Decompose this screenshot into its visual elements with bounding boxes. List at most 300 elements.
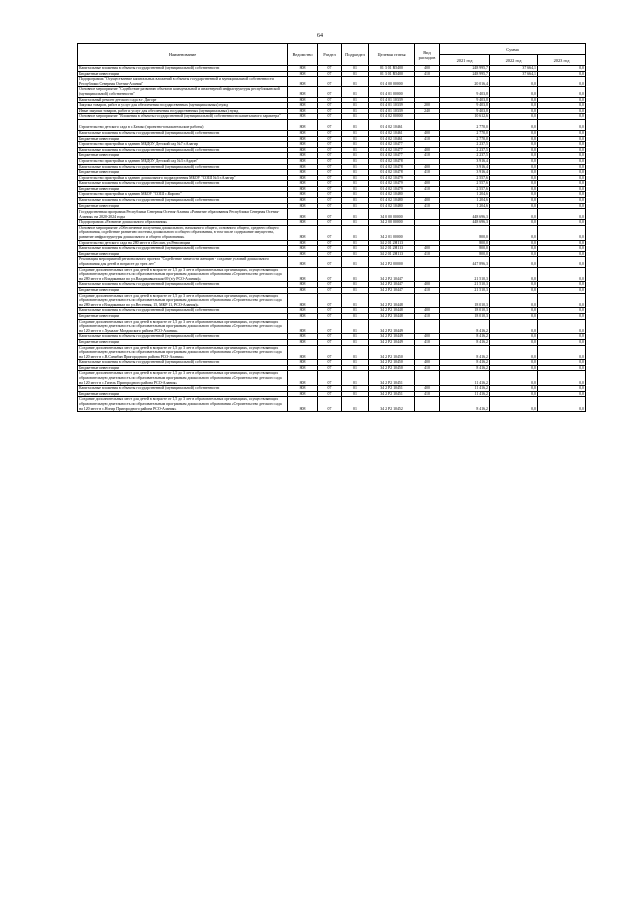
cell-2022: 0,0 xyxy=(490,103,538,109)
cell-2021: 3 916,4 xyxy=(440,158,490,164)
cell-razdel: 07 xyxy=(318,108,342,114)
cell-ved: 808 xyxy=(288,147,318,153)
cell-ved: 808 xyxy=(288,386,318,392)
cell-2021: 2 770,0 xyxy=(440,136,490,142)
cell-2023: 0,0 xyxy=(538,240,586,246)
cell-podrazdel: 01 xyxy=(342,66,369,72)
cell-2022: 0,0 xyxy=(490,108,538,114)
cell-cs: 01 4 02 10461 xyxy=(369,119,415,130)
row-name: Бюджетные инвестиции xyxy=(78,365,288,371)
cell-2021: 3 916,4 xyxy=(440,164,490,170)
cell-2021: 3 916,4 xyxy=(440,170,490,176)
cell-2022: 0,0 xyxy=(490,397,538,412)
cell-vr: 400 xyxy=(415,282,440,288)
cell-2022: 0,0 xyxy=(490,334,538,340)
cell-razdel: 07 xyxy=(318,287,342,293)
cell-podrazdel: 01 xyxy=(342,282,369,288)
cell-2021: 2 770,0 xyxy=(440,119,490,130)
cell-2023: 0,0 xyxy=(538,282,586,288)
cell-razdel: 07 xyxy=(318,339,342,345)
cell-razdel: 07 xyxy=(318,308,342,314)
cell-2021: 1 204,6 xyxy=(440,192,490,198)
cell-razdel: 07 xyxy=(318,251,342,257)
cell-vr: 410 xyxy=(415,170,440,176)
cell-razdel: 07 xyxy=(318,136,342,142)
cell-vr xyxy=(415,77,440,87)
row-name: Подпрограмма «Развитие дошкольного образования» xyxy=(78,220,288,226)
cell-podrazdel: 01 xyxy=(342,287,369,293)
cell-2022: 0,0 xyxy=(490,220,538,226)
cell-cs: 01 4 00 00000 xyxy=(369,77,415,87)
cell-2021: 8 416,2 xyxy=(440,345,490,360)
cell-podrazdel: 01 xyxy=(342,77,369,87)
cell-2023: 0,0 xyxy=(538,130,586,136)
cell-ved: 808 xyxy=(288,257,318,267)
cell-vr xyxy=(415,209,440,220)
cell-razdel: 07 xyxy=(318,282,342,288)
cell-podrazdel: 01 xyxy=(342,365,369,371)
cell-podrazdel: 01 xyxy=(342,97,369,103)
cell-2023: 0,0 xyxy=(538,308,586,314)
header-summa: Сумма xyxy=(440,44,586,55)
cell-podrazdel: 01 xyxy=(342,251,369,257)
cell-2022: 0,0 xyxy=(490,181,538,187)
cell-ved: 808 xyxy=(288,97,318,103)
cell-cs: 01 4 02 10477 xyxy=(369,142,415,148)
cell-vr: 410 xyxy=(415,71,440,77)
cell-cs: 34 2 01 2Н113 xyxy=(369,240,415,246)
cell-2021: 800,0 xyxy=(440,240,490,246)
cell-podrazdel: 01 xyxy=(342,267,369,282)
cell-vr: 410 xyxy=(415,391,440,397)
cell-ved: 808 xyxy=(288,164,318,170)
cell-2021: 800,0 xyxy=(440,251,490,257)
cell-cs: 34 0 00 00000 xyxy=(369,209,415,220)
cell-podrazdel: 01 xyxy=(342,170,369,176)
cell-vr: 410 xyxy=(415,313,440,319)
cell-podrazdel: 01 xyxy=(342,319,369,334)
row-name: Основное мероприятие «Обеспечение получения дошкольного, начального общего, основного общего, среднего общего образования, содействие развитию системы дошкольного и общего образования, в том числе содержание имущества, развитие инфраструктуры дошкольного и общего образования» xyxy=(78,225,288,240)
cell-ved: 808 xyxy=(288,287,318,293)
cell-2023: 0,0 xyxy=(538,136,586,142)
cell-podrazdel: 01 xyxy=(342,119,369,130)
cell-ved: 808 xyxy=(288,339,318,345)
cell-2021: 9 403,8 xyxy=(440,103,490,109)
cell-vr: 400 xyxy=(415,66,440,72)
cell-2023: 0,0 xyxy=(538,209,586,220)
cell-2021: 8 416,2 xyxy=(440,397,490,412)
cell-vr: 400 xyxy=(415,386,440,392)
cell-2023: 0,0 xyxy=(538,142,586,148)
cell-vr: 410 xyxy=(415,365,440,371)
cell-2021: 2 237,5 xyxy=(440,153,490,159)
cell-cs: 34 2 00 00000 xyxy=(369,220,415,226)
cell-2022: 0,0 xyxy=(490,192,538,198)
cell-razdel: 07 xyxy=(318,203,342,209)
cell-2023: 0,0 xyxy=(538,114,586,120)
cell-ved: 808 xyxy=(288,108,318,114)
table-row xyxy=(78,293,586,308)
cell-2022: 0,0 xyxy=(490,175,538,181)
row-name: Капитальные вложения в объекты государственной (муниципальной) собственности xyxy=(78,360,288,366)
cell-2023: 0,0 xyxy=(538,103,586,109)
row-name: Капитальные вложения в объекты государственной (муниципальной) собственности xyxy=(78,147,288,153)
cell-cs: 01 4 01 00000 xyxy=(369,87,415,97)
cell-2023: 0,0 xyxy=(538,287,586,293)
page-number: 64 xyxy=(317,33,323,39)
cell-ved: 808 xyxy=(288,319,318,334)
cell-2023: 0,0 xyxy=(538,397,586,412)
cell-2023: 0,0 xyxy=(538,77,586,87)
cell-2021: 2 237,5 xyxy=(440,142,490,148)
header-name: Наименование xyxy=(78,44,288,66)
cell-ved: 808 xyxy=(288,181,318,187)
cell-2022: 0,0 xyxy=(490,365,538,371)
cell-2021: 800,0 xyxy=(440,225,490,240)
cell-razdel: 07 xyxy=(318,142,342,148)
cell-vr: 410 xyxy=(415,287,440,293)
cell-vr: 400 xyxy=(415,334,440,340)
cell-cs: 01 4 02 10478 xyxy=(369,158,415,164)
row-name: Строительство пристройки к зданию МБДОУ Детский сад №7 г.Алагир xyxy=(78,142,288,148)
cell-cs: 34 2 P2 10449 xyxy=(369,334,415,340)
row-name: Основное мероприятие "Вложения в объекты государственной (муниципальной) собственности капитального характера" xyxy=(78,114,288,120)
row-name: Капитальные вложения в объекты государственной (муниципальной) собственности xyxy=(78,164,288,170)
row-name: Иные закупки товаров, работ и услуг для обеспечения государственных (муниципальных) нужд xyxy=(78,108,288,114)
cell-razdel: 07 xyxy=(318,386,342,392)
cell-vr xyxy=(415,225,440,240)
cell-2022: 0,0 xyxy=(490,153,538,159)
cell-cs: 34 2 P2 10448 xyxy=(369,313,415,319)
cell-cs: 01 3 01 R5400 xyxy=(369,71,415,77)
cell-2023: 0,0 xyxy=(538,147,586,153)
cell-razdel: 07 xyxy=(318,220,342,226)
cell-vr xyxy=(415,319,440,334)
cell-2023: 0,0 xyxy=(538,71,586,77)
cell-cs: 01 4 02 10478 xyxy=(369,170,415,176)
cell-cs: 34 2 P2 10451 xyxy=(369,391,415,397)
cell-2021: 21 510,3 xyxy=(440,267,490,282)
cell-razdel: 07 xyxy=(318,71,342,77)
table-row xyxy=(78,87,586,97)
cell-vr: 400 xyxy=(415,181,440,187)
cell-cs: 34 2 P2 10451 xyxy=(369,371,415,386)
cell-2021: 8 416,2 xyxy=(440,334,490,340)
cell-ved: 808 xyxy=(288,136,318,142)
cell-2022: 0,0 xyxy=(490,186,538,192)
cell-2022: 0,0 xyxy=(490,246,538,252)
cell-cs: 01 4 02 10461 xyxy=(369,136,415,142)
cell-cs: 01 4 01 10339 xyxy=(369,103,415,109)
cell-podrazdel: 01 xyxy=(342,108,369,114)
cell-2022: 0,0 xyxy=(490,164,538,170)
cell-razdel: 07 xyxy=(318,147,342,153)
cell-cs: 01 4 02 10478 xyxy=(369,164,415,170)
cell-vr xyxy=(415,371,440,386)
cell-2021: 21 510,3 xyxy=(440,287,490,293)
cell-cs: 01 4 02 10461 xyxy=(369,130,415,136)
cell-razdel: 07 xyxy=(318,192,342,198)
cell-2022: 0,0 xyxy=(490,360,538,366)
cell-vr: 410 xyxy=(415,339,440,345)
header-2022: 2022 год xyxy=(490,55,538,66)
cell-podrazdel: 01 xyxy=(342,360,369,366)
table-row xyxy=(78,397,586,412)
cell-razdel: 07 xyxy=(318,175,342,181)
cell-ved: 808 xyxy=(288,192,318,198)
budget-table xyxy=(77,43,586,412)
cell-cs: 01 4 02 10479 xyxy=(369,181,415,187)
cell-cs: 34 2 P2 10447 xyxy=(369,282,415,288)
cell-2021: 8 416,2 xyxy=(440,360,490,366)
cell-podrazdel: 01 xyxy=(342,334,369,340)
row-name: Капитальные вложения в объекты государственной (муниципальной) собственности xyxy=(78,308,288,314)
cell-vr: 410 xyxy=(415,203,440,209)
row-name: Бюджетные инвестиции xyxy=(78,71,288,77)
table-row xyxy=(78,209,586,220)
cell-razdel: 07 xyxy=(318,103,342,109)
row-name: Создание дополнительных мест для детей в возрасте от 1,5 до 3 лет в образовательных организациях, осуществляющих образовательную деятельность по образовательным программам дошкольного образования «Строительство детского сада на 120 мест в с.Хумалаг Моздокского района РСО-Алания» xyxy=(78,319,288,334)
row-name: Создание дополнительных мест для детей в возрасте от 1,5 до 3 лет в образовательных организациях, осуществляющих образовательную деятельность по образовательным программам дошкольного образования «Строительство детского сада на 120 мест в с.В.Санибан Пригородного района РСО-Алания» xyxy=(78,345,288,360)
cell-podrazdel: 01 xyxy=(342,71,369,77)
row-name: Капитальные вложения в объекты государственной (муниципальной) собственности xyxy=(78,198,288,204)
cell-2022: 0,0 xyxy=(490,257,538,267)
cell-vr: 400 xyxy=(415,246,440,252)
cell-cs: 01 4 02 10480 xyxy=(369,198,415,204)
cell-2021: 2 557,6 xyxy=(440,175,490,181)
cell-razdel: 07 xyxy=(318,334,342,340)
cell-cs: 01 4 02 10477 xyxy=(369,153,415,159)
cell-2022: 0,0 xyxy=(490,209,538,220)
cell-vr: 400 xyxy=(415,164,440,170)
cell-vr: 410 xyxy=(415,153,440,159)
cell-cs: 34 2 P2 10450 xyxy=(369,365,415,371)
table-row xyxy=(78,119,586,130)
cell-2022: 0,0 xyxy=(490,77,538,87)
cell-2021: 800,0 xyxy=(440,246,490,252)
cell-ved: 808 xyxy=(288,397,318,412)
cell-2021: 18 010,3 xyxy=(440,313,490,319)
row-name: Бюджетные инвестиции xyxy=(78,170,288,176)
cell-podrazdel: 01 xyxy=(342,87,369,97)
cell-podrazdel: 01 xyxy=(342,181,369,187)
cell-ved: 808 xyxy=(288,391,318,397)
table-row xyxy=(78,77,586,87)
cell-2022: 0,0 xyxy=(490,313,538,319)
cell-cs: 01 4 02 00000 xyxy=(369,114,415,120)
cell-2023: 0,0 xyxy=(538,203,586,209)
cell-2022: 0,0 xyxy=(490,308,538,314)
row-name: Капитальные вложения в объекты государственной (муниципальной) собственности xyxy=(78,246,288,252)
cell-2021: 18 010,3 xyxy=(440,293,490,308)
cell-2022: 0,0 xyxy=(490,339,538,345)
cell-podrazdel: 01 xyxy=(342,164,369,170)
cell-cs: 34 2 P2 10448 xyxy=(369,293,415,308)
cell-2023: 0,0 xyxy=(538,391,586,397)
cell-ved: 808 xyxy=(288,175,318,181)
cell-2023: 0,0 xyxy=(538,220,586,226)
row-name: Капитальные вложения в объекты государственной (муниципальной) собственности xyxy=(78,181,288,187)
cell-cs: 34 2 P2 10447 xyxy=(369,287,415,293)
cell-razdel: 07 xyxy=(318,130,342,136)
cell-razdel: 07 xyxy=(318,293,342,308)
cell-ved: 808 xyxy=(288,334,318,340)
row-name: Создание дополнительных мест для детей в возрасте от 1,5 до 3 лет в образовательных организациях, осуществляющих образовательную деятельность по образовательным программам дошкольного образования «Строительство детского сада на 120 мест в с.Гизель Пригородного района РСО-Алания» xyxy=(78,371,288,386)
cell-ved: 808 xyxy=(288,87,318,97)
cell-2021: 21 510,3 xyxy=(440,282,490,288)
cell-vr xyxy=(415,397,440,412)
cell-2021: 1 204,6 xyxy=(440,198,490,204)
cell-2023: 0,0 xyxy=(538,313,586,319)
cell-2021: 2 557,6 xyxy=(440,186,490,192)
cell-podrazdel: 01 xyxy=(342,240,369,246)
cell-razdel: 07 xyxy=(318,170,342,176)
cell-2022: 0,0 xyxy=(490,251,538,257)
cell-2023: 0,0 xyxy=(538,153,586,159)
cell-razdel: 07 xyxy=(318,153,342,159)
cell-razdel: 07 xyxy=(318,267,342,282)
cell-vr: 400 xyxy=(415,198,440,204)
cell-2023: 0,0 xyxy=(538,251,586,257)
cell-cs: 34 2 P2 10449 xyxy=(369,319,415,334)
cell-podrazdel: 01 xyxy=(342,225,369,240)
cell-razdel: 07 xyxy=(318,371,342,386)
cell-cs: 34 2 P2 10450 xyxy=(369,345,415,360)
table-body xyxy=(78,66,586,412)
cell-2023: 0,0 xyxy=(538,158,586,164)
cell-cs: 34 2 P2 10448 xyxy=(369,308,415,314)
table-row xyxy=(78,225,586,240)
cell-podrazdel: 01 xyxy=(342,220,369,226)
cell-2023: 0,0 xyxy=(538,97,586,103)
cell-podrazdel: 01 xyxy=(342,257,369,267)
cell-podrazdel: 01 xyxy=(342,136,369,142)
cell-2023: 0,0 xyxy=(538,164,586,170)
row-name: Строительство детского сада на 280 мест в г.Беслан, ул.Революции xyxy=(78,240,288,246)
cell-2023: 0,0 xyxy=(538,345,586,360)
row-name: Бюджетные инвестиции xyxy=(78,153,288,159)
cell-2021: 18 010,3 xyxy=(440,308,490,314)
cell-2022: 0,0 xyxy=(490,386,538,392)
row-name: Создание дополнительных мест для детей в возрасте от 1,5 до 3 лет в образовательных организациях, осуществляющих образовательную деятельность по образовательным программам дошкольного образования «Строительство детского сада на 280 мест в г.Владикавказ по ул.Весенняя, 15, МКР 11, РСО-Алания)» xyxy=(78,293,288,308)
cell-podrazdel: 01 xyxy=(342,158,369,164)
header-vr: Вид расходов xyxy=(415,44,440,66)
cell-ved: 808 xyxy=(288,114,318,120)
cell-razdel: 07 xyxy=(318,365,342,371)
cell-vr: 400 xyxy=(415,308,440,314)
cell-podrazdel: 01 xyxy=(342,371,369,386)
cell-podrazdel: 01 xyxy=(342,186,369,192)
cell-cs: 01 3 01 R5400 xyxy=(369,66,415,72)
row-name: Создание дополнительных мест для детей в возрасте от 1,5 до 3 лет в образовательных организациях, осуществляющих образовательную деятельность по образовательным программам дошкольного образования «Строительство детского сада на 280 мест в г.Владикавказ по ул.Владикавказская 69 (з/у РСО-Алания)» xyxy=(78,267,288,282)
cell-razdel: 07 xyxy=(318,360,342,366)
cell-razdel: 07 xyxy=(318,397,342,412)
cell-2021: 448 696,3 xyxy=(440,220,490,226)
cell-2023: 0,0 xyxy=(538,198,586,204)
row-name: Государственная программа Республики Северная Осетия-Алания «Развитие образования Республики Северная Осетия-Алания» на 2020-2024 годы xyxy=(78,209,288,220)
cell-ved: 808 xyxy=(288,209,318,220)
cell-vr: 400 xyxy=(415,360,440,366)
cell-2022: 37 664,1 xyxy=(490,71,538,77)
cell-podrazdel: 01 xyxy=(342,397,369,412)
cell-razdel: 07 xyxy=(318,114,342,120)
cell-2023: 0,0 xyxy=(538,66,586,72)
cell-2023: 0,0 xyxy=(538,267,586,282)
header-2023: 2023 год xyxy=(538,55,586,66)
cell-vr: 240 xyxy=(415,108,440,114)
cell-2023: 0,0 xyxy=(538,186,586,192)
cell-ved: 808 xyxy=(288,71,318,77)
cell-cs: 01 4 01 10339 xyxy=(369,108,415,114)
row-name: Бюджетные инвестиции xyxy=(78,339,288,345)
cell-razdel: 07 xyxy=(318,158,342,164)
cell-cs: 34 2 P2 00000 xyxy=(369,257,415,267)
cell-razdel: 07 xyxy=(318,240,342,246)
cell-ved: 808 xyxy=(288,225,318,240)
cell-2022: 37 664,1 xyxy=(490,66,538,72)
cell-2023: 0,0 xyxy=(538,386,586,392)
table-row xyxy=(78,345,586,360)
cell-cs: 01 4 01 10339 xyxy=(369,97,415,103)
table-row xyxy=(78,371,586,386)
row-name: Капитальный ремонт детского сада в г. Дигоре xyxy=(78,97,288,103)
row-name: Строительство детского сада в с.Батако (проектно-изыскательские работы) xyxy=(78,119,288,130)
cell-2023: 0,0 xyxy=(538,246,586,252)
cell-vr xyxy=(415,87,440,97)
cell-podrazdel: 01 xyxy=(342,175,369,181)
cell-cs: 01 4 02 10480 xyxy=(369,192,415,198)
cell-ved: 808 xyxy=(288,170,318,176)
cell-podrazdel: 01 xyxy=(342,386,369,392)
cell-2021: 447 896,3 xyxy=(440,257,490,267)
row-name: Строительство пристройки к зданию МБОУ "СОШ с.Кирово" xyxy=(78,192,288,198)
cell-ved: 808 xyxy=(288,313,318,319)
cell-podrazdel: 01 xyxy=(342,130,369,136)
cell-2021: 248 995,7 xyxy=(440,71,490,77)
cell-2021: 2 557,6 xyxy=(440,181,490,187)
cell-podrazdel: 01 xyxy=(342,339,369,345)
cell-ved: 808 xyxy=(288,240,318,246)
cell-2021: 448 696,3 xyxy=(440,209,490,220)
table-row xyxy=(78,319,586,334)
cell-razdel: 07 xyxy=(318,164,342,170)
cell-2021: 10 612,6 xyxy=(440,114,490,120)
cell-2023: 0,0 xyxy=(538,293,586,308)
cell-razdel: 07 xyxy=(318,209,342,220)
cell-ved: 808 xyxy=(288,130,318,136)
cell-razdel: 07 xyxy=(318,225,342,240)
row-name: Капитальные вложения в объекты государственной (муниципальной) собственности xyxy=(78,334,288,340)
cell-2023: 0,0 xyxy=(538,334,586,340)
cell-razdel: 07 xyxy=(318,313,342,319)
cell-razdel: 07 xyxy=(318,87,342,97)
cell-cs: 34 2 01 00000 xyxy=(369,225,415,240)
cell-2022: 0,0 xyxy=(490,170,538,176)
cell-2023: 0,0 xyxy=(538,87,586,97)
cell-podrazdel: 01 xyxy=(342,293,369,308)
cell-2022: 0,0 xyxy=(490,293,538,308)
cell-2021: 11 416,2 xyxy=(440,391,490,397)
cell-ved: 808 xyxy=(288,186,318,192)
cell-razdel: 07 xyxy=(318,186,342,192)
table-row xyxy=(78,257,586,267)
cell-podrazdel: 01 xyxy=(342,209,369,220)
row-name: Бюджетные инвестиции xyxy=(78,313,288,319)
row-name: Капитальные вложения в объекты государственной (муниципальной) собственности xyxy=(78,282,288,288)
cell-ved: 808 xyxy=(288,246,318,252)
row-name: Строительство пристройки к зданию дошкольного подразделения МБОУ "СОШ №3 г.Алагир" xyxy=(78,175,288,181)
cell-razdel: 07 xyxy=(318,119,342,130)
